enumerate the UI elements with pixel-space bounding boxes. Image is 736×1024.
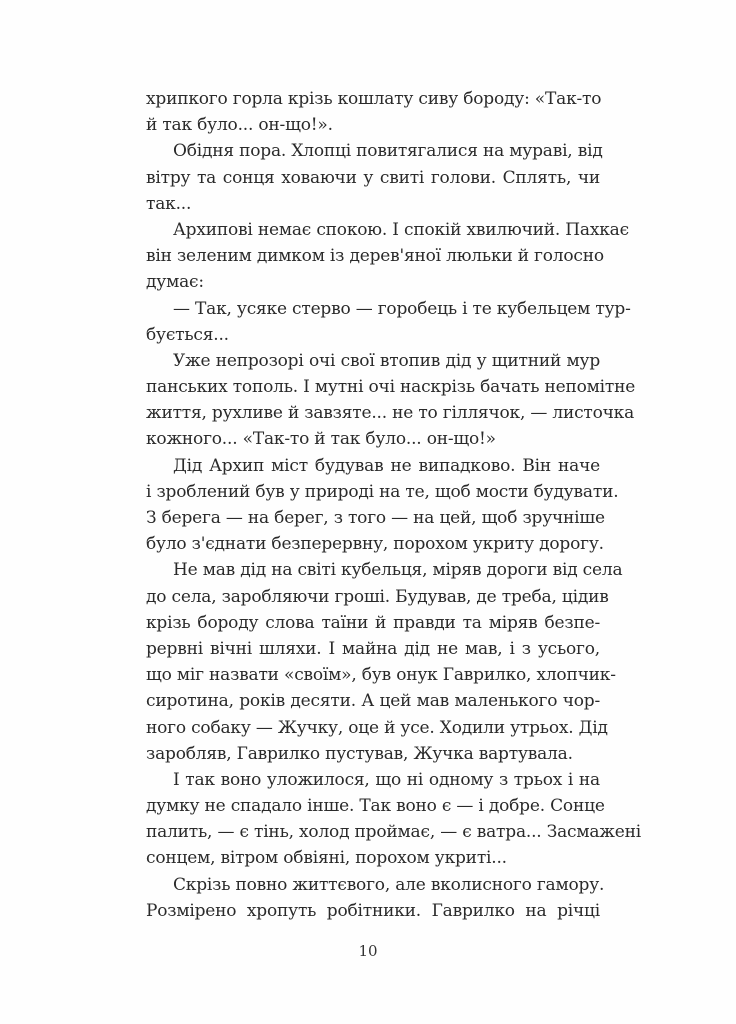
text-line: крізь бороду слова таїни й правди та міряв безпе- (146, 612, 600, 633)
text-line: й так було... он-що!». (146, 115, 333, 136)
paragraph (146, 767, 641, 872)
paragraph (146, 348, 636, 453)
text-line: Архипові немає спокою. І спокій хвилючий. Пахкає (173, 219, 629, 240)
text-line: Обідня пора. Хлопці повитягалися на мураві, від (173, 141, 603, 162)
text-line: сиротина, років десяти. А цей мав маленького чор- (146, 691, 600, 712)
text-line: що міг назвати «своїм», був онук Гаврилко, хлопчик- (146, 665, 616, 686)
text-line: панських тополь. І мутні очі наскрізь бачать непомітне (146, 377, 636, 398)
paragraph (146, 296, 631, 348)
paragraph (146, 86, 600, 138)
text-line: ного собаку — Жучку, оце й усе. Ходили утрьох. Дід (146, 717, 608, 738)
text-line: до села, заробляючи гроші. Будував, де треба, цідив (146, 586, 609, 607)
text-line: він зеленим димком із дерев'яної люльки й голосно (146, 246, 604, 267)
text-line: кожного... «Так-то й так було... он-що!» (146, 429, 496, 450)
text-line: І так воно уложилося, що ні одному з трьох і на (173, 769, 600, 790)
text-line: Уже непрозорі очі свої втопив дід у щитний мур (173, 350, 600, 371)
text-line: З берега — на берег, з того — на цей, щоб зручніше (146, 508, 605, 528)
paragraph (146, 453, 619, 558)
text-line: хрипкого горла крізь кошлату сиву бороду: «Так-то (146, 89, 602, 109)
paragraph (146, 557, 623, 767)
text-line: Розмірено хропуть робітники. Гаврилко на річці (146, 900, 600, 921)
text-line: Скрізь повно життєвого, але вколисного гамору. (173, 874, 605, 895)
text-line: життя, рухливе й завзяте... не то гіллячок, — листочка (146, 403, 635, 424)
text-line: Не мав дід на світі кубельця, міряв дороги від села (173, 560, 623, 581)
text-line: думає: (146, 272, 204, 293)
text-line: — Так, усяке стерво — горобець і те кубельцем тур- (173, 298, 631, 319)
text-line: рервні вічні шляхи. І майна дід не мав, і з усього, (146, 638, 600, 659)
page-number: 10 (358, 942, 378, 960)
body-text (146, 86, 641, 924)
text-line: вітру та сонця ховаючи у свиті голови. Сплять, чи (146, 167, 600, 188)
text-line: думку не спадало інше. Так воно є — і добре. Сонце (146, 796, 605, 817)
text-line: сонцем, вітром обвіяні, порохом укриті... (146, 848, 507, 869)
paragraph (146, 872, 605, 924)
text-line: і зроблений був у природі на те, щоб мости будувати. (146, 481, 619, 502)
paragraph (146, 217, 629, 296)
text-line: Дід Архип міст будував не випадково. Він наче (173, 455, 600, 476)
text-line: так... (146, 193, 192, 214)
paragraph (146, 138, 603, 217)
text-line: палить, — є тінь, холод проймає, — є ватра... Засмажені (146, 822, 641, 843)
text-line: бується... (146, 324, 229, 345)
text-line: заробляв, Гаврилко пустував, Жучка вартувала. (146, 743, 573, 764)
text-line: було з'єднати безперервну, порохом укриту дорогу. (146, 534, 604, 555)
